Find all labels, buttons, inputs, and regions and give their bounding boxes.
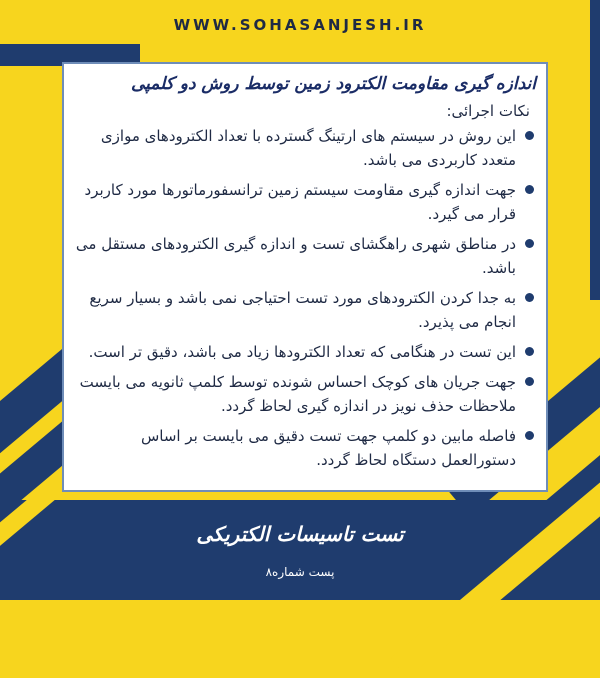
list-item-text: فاصله مابین دو کلمپ جهت تست دقیق می بایست بر اساس دستورالعمل دستگاه لحاظ گردد. [140,427,516,469]
list-item-text: این تست در هنگامی که تعداد الکترودها زیاد می باشد، دقیق تر است. [88,343,516,361]
list-item-text: جهت جریان های کوچک احساس شونده توسط کلمپ ثانویه می بایست ملاحظات حذف نویز در اندازه گیری لحاظ گردد. [79,373,516,415]
card-title: اندازه گیری مقاومت الکترود زمین توسط روش دو کلمپی [130,74,536,94]
right-navy-bar [590,0,600,300]
post-number: پست شماره۸ [265,565,335,579]
list-item-text: در مناطق شهری راهگشای تست و اندازه گیری الکترودهای مستقل می باشد. [75,235,516,277]
bullet-icon [525,377,534,386]
bullet-icon [525,293,534,302]
bullet-icon [525,431,534,440]
list-item [74,286,536,334]
list-item [74,232,536,280]
list-item-text: جهت اندازه گیری مقاومت سیستم زمین ترانسفورماتورها مورد کاربرد قرار می گیرد. [84,181,516,223]
bullet-icon [525,131,534,140]
notes-list [74,124,536,472]
list-item [74,424,536,472]
bullet-icon [525,239,534,248]
bullet-icon [525,347,534,356]
content-card [62,62,548,492]
list-item [74,370,536,418]
list-item-text: به جدا کردن الکترودهای مورد تست احتیاجی نمی باشد و بسیار سریع انجام می پذیرد. [89,289,516,331]
website-url[interactable]: WWW.SOHASANJESH.IR [173,16,427,34]
list-item [74,124,536,172]
bullet-icon [525,185,534,194]
list-item [74,340,536,364]
list-item [74,178,536,226]
list-item-text: این روش در سیستم های ارتینگ گسترده با تعداد الکترودهای موازی متعدد کاربردی می باشد. [100,127,516,169]
footer-title: تست تاسیسات الکتریکی [196,522,404,546]
section-label: نکات اجرائی: [446,102,530,120]
